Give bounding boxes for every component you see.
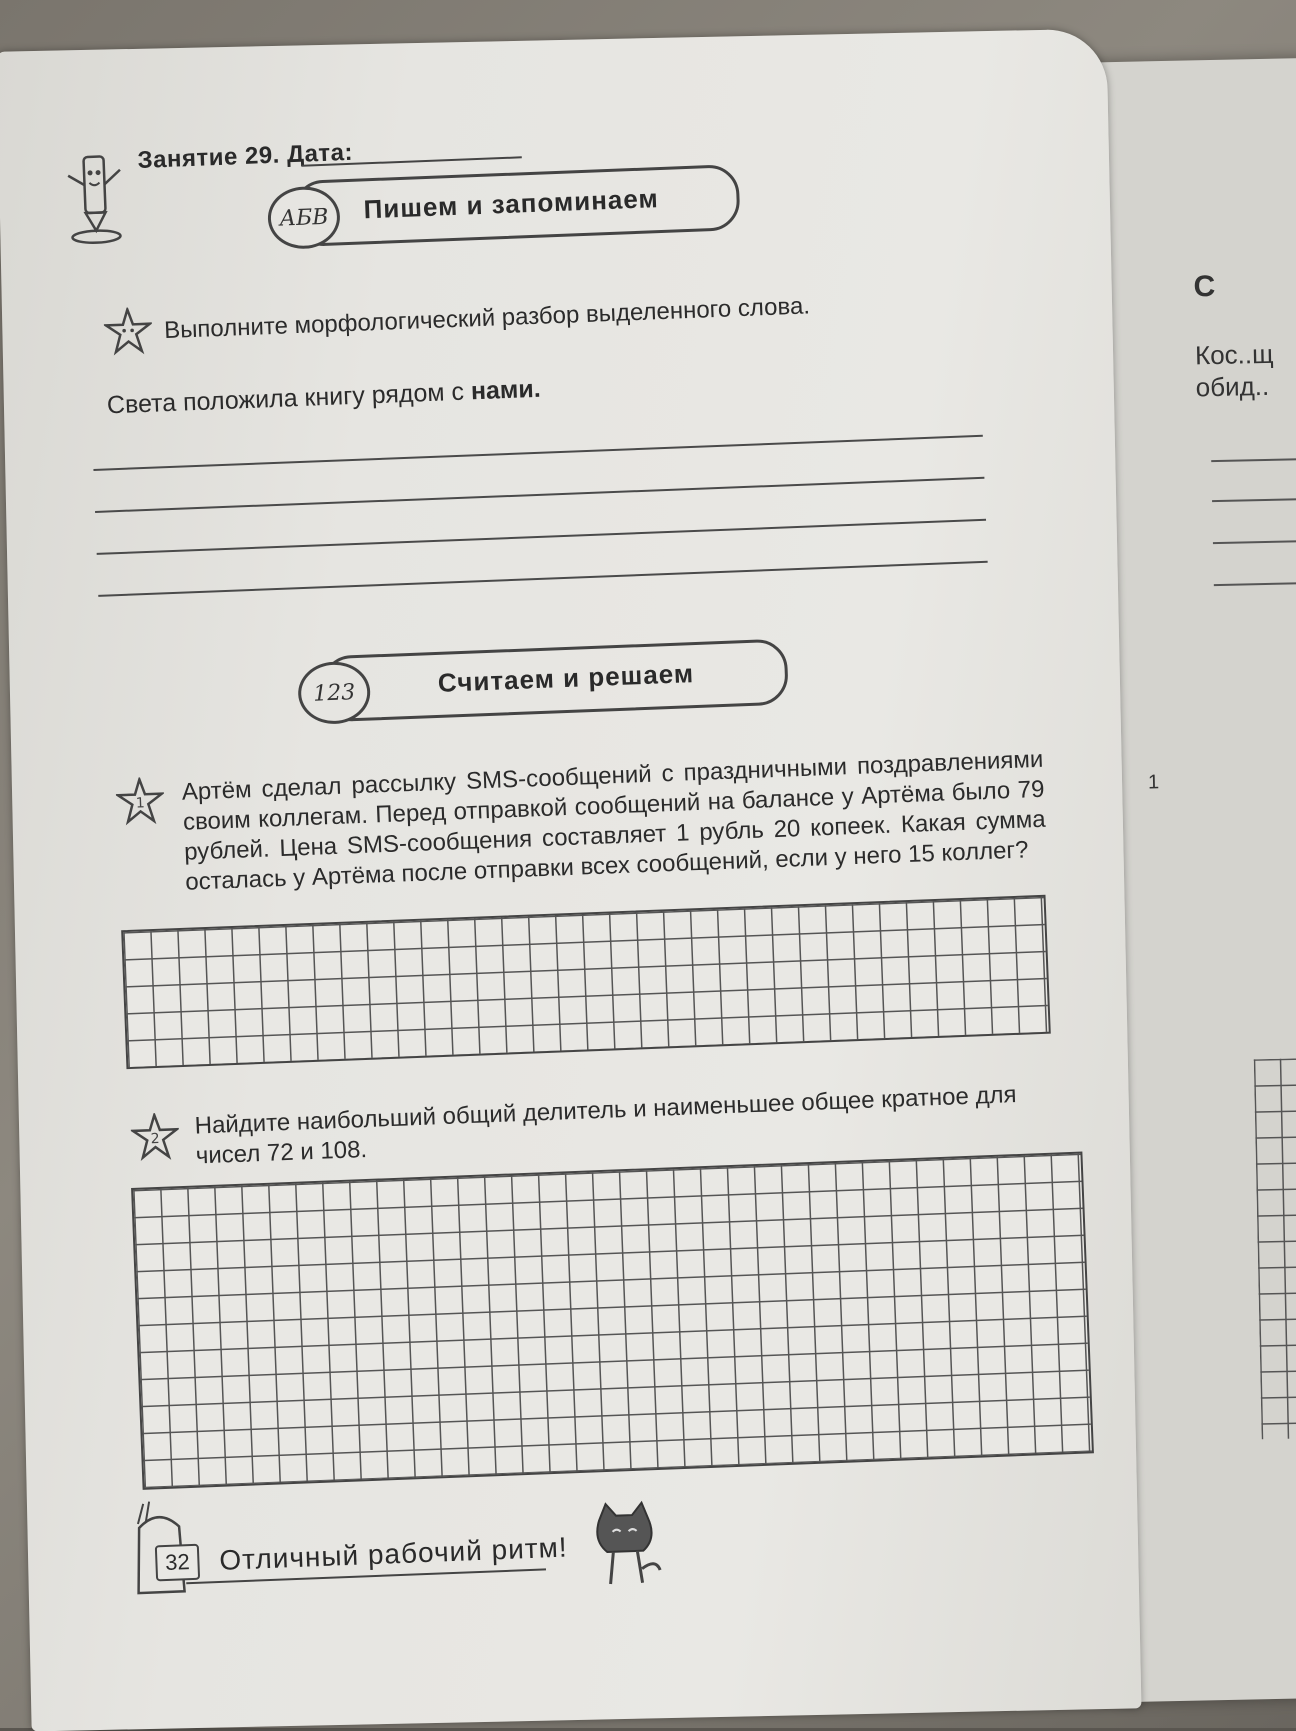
footer-motto: Отличный рабочий ритм! [218,1531,569,1576]
lesson-header [101,131,561,175]
highlighted-word: нами. [470,374,542,406]
section-math-title: Считаем и решаем [437,658,695,698]
star-task-1-icon [115,777,165,827]
section-writing-badge: АБВ [267,185,341,250]
answer-line [98,561,987,597]
answer-line [93,435,982,471]
right-page-line [1212,498,1296,503]
page-footer [114,1491,1116,1599]
lesson-title: Занятие 29. Дата: [137,138,354,175]
answer-grid-2[interactable] [131,1152,1094,1490]
answer-line [97,519,986,555]
task-1-text: Артём сделал рассылку SMS-сообщений с праздничными поздравлениями своим коллегам. Перед отправкой сообщений на балансе у Артёма было 79 рублей. Цена SMS-сообщения составляет 1 рубль 20 копеек. Какая сумма осталась у Артёма после отправки всех сообщений, если у него 15 коллег? [181,745,1047,896]
task-2-number: 2 [150,1130,160,1148]
right-page-grid [1254,1057,1296,1439]
section-writing-title: Пишем и запоминаем [363,183,660,225]
right-page-line [1211,458,1296,463]
cat-icon [583,1498,666,1591]
right-page-letter: С [1193,269,1216,304]
task-2-text: Найдите наибольший общий делитель и наименьшее общее кратное для чисел 72 и 108. [194,1081,1017,1170]
star-task-icon [103,307,153,357]
pencil-mascot-icon [61,144,129,246]
right-page-word-2: обид.. [1195,370,1270,403]
section-math-badge: 123 [297,661,371,726]
page-content [60,79,1179,1679]
right-page-task-number: 1 [1147,771,1160,794]
task-1-number: 1 [135,795,146,812]
answer-line [95,477,984,513]
task-sentence [106,374,541,421]
page-number: 32 [155,1544,200,1582]
right-page-line [1213,540,1296,545]
right-page-word-1: Кос..щ [1194,338,1274,371]
right-page-line [1214,582,1296,587]
sentence-text: Света положила книгу рядом с [106,377,472,420]
answer-grid-1[interactable] [121,895,1051,1069]
star-task-2-icon [130,1112,180,1162]
task-morphology-instruction: Выполните морфологический разбор выделенного слова. [163,292,811,345]
